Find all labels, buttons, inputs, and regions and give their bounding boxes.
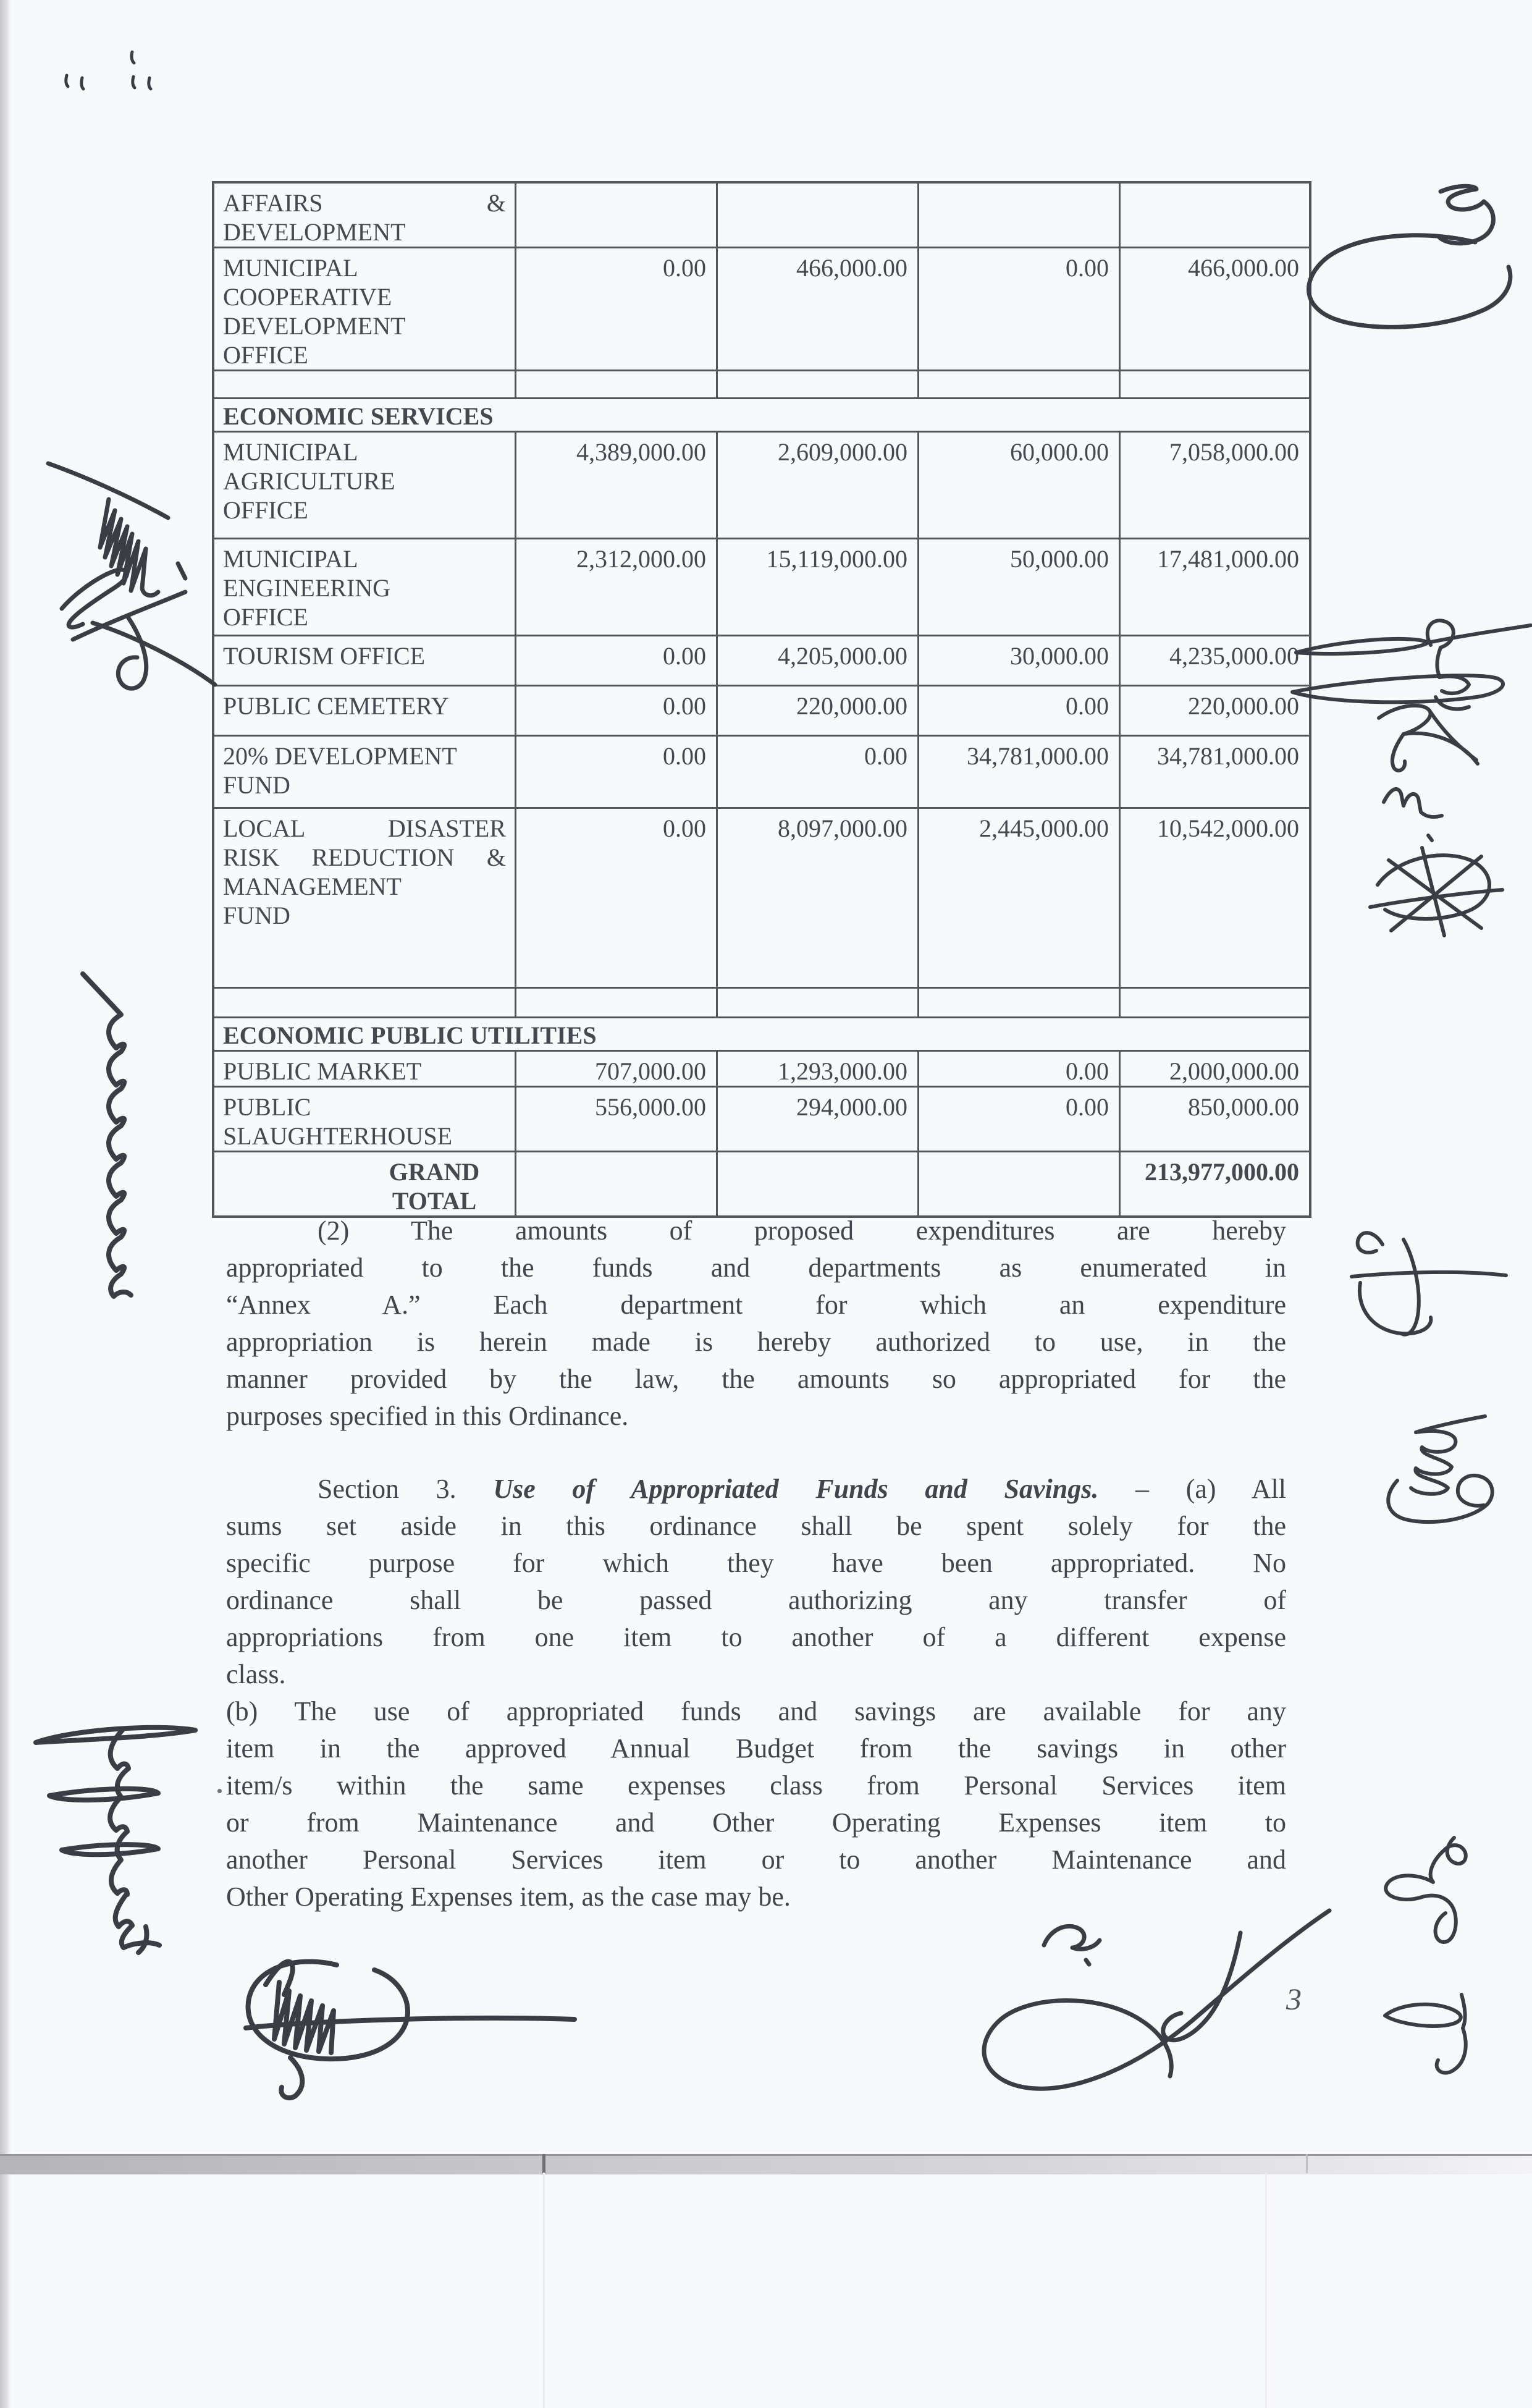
row-label-line: 20% DEVELOPMENT <box>223 742 457 770</box>
amount-cell: 1,293,000.00 <box>716 1052 917 1086</box>
row-label-line: MUNICIPAL <box>223 254 358 282</box>
paragraph-2-line: (2) The amounts of proposed expenditures are hereby <box>318 1215 1286 1246</box>
section-3-line: specific purpose for which they have been appropriated. No <box>226 1548 1286 1578</box>
table-row <box>214 685 1309 735</box>
amount-cell: 0.00 <box>917 1052 1119 1086</box>
row-label-line: MANAGEMENT <box>223 872 402 900</box>
section-3-line: class. <box>226 1659 286 1689</box>
amount-cell: 213,977,000.00 <box>1119 1152 1309 1215</box>
section-3-title: Use of Appropriated Funds and Savings. <box>493 1474 1099 1504</box>
row-label-cell <box>214 539 515 635</box>
scan-artifact-tick <box>542 2154 545 2173</box>
annotation-lines-icon <box>1292 620 1531 709</box>
amount-cell: 707,000.00 <box>515 1052 716 1086</box>
table-row <box>214 635 1309 685</box>
ordinance-body-text <box>226 1212 1286 1916</box>
row-label-cell <box>214 636 515 685</box>
amount-cell: 466,000.00 <box>1119 248 1309 370</box>
amount-cell: 0.00 <box>515 737 716 807</box>
amount-cell <box>1119 184 1309 247</box>
row-label-line: FUND <box>223 771 290 799</box>
amount-cell <box>515 1152 716 1215</box>
amount-cell: 466,000.00 <box>716 248 917 370</box>
scan-artifact-band <box>0 2154 1532 2174</box>
row-label-line: AGRICULTURE <box>223 467 395 495</box>
amount-cell <box>1119 989 1309 1016</box>
row-label-cell <box>214 686 515 735</box>
amount-cell: 15,119,000.00 <box>716 539 917 635</box>
amount-cell: 4,205,000.00 <box>716 636 917 685</box>
amount-cell: 30,000.00 <box>917 636 1119 685</box>
table-row <box>214 370 1309 397</box>
row-label-cell <box>214 1088 515 1151</box>
amount-cell: 850,000.00 <box>1119 1088 1309 1151</box>
table-row <box>214 987 1309 1016</box>
scan-artifact-tick <box>1306 2154 1308 2173</box>
section-3-line: sums set aside in this ordinance shall be spent solely for the <box>226 1511 1286 1541</box>
row-label-cell <box>214 737 515 807</box>
amount-cell: 0.00 <box>515 809 716 987</box>
row-label-line <box>223 376 506 382</box>
paragraph-b-line: Other Operating Expenses item, as the case may be. <box>226 1882 791 1912</box>
row-label-line: AFFAIRS & <box>223 189 506 217</box>
amount-cell <box>917 371 1119 397</box>
section-header-cell: ECONOMIC PUBLIC UTILITIES <box>223 1021 597 1049</box>
amount-cell: 4,389,000.00 <box>515 433 716 538</box>
paragraph-2-line: appropriated to the funds and departments as enumerated in <box>226 1253 1286 1283</box>
table-row <box>214 1151 1309 1215</box>
row-label-line: GRAND TOTAL <box>389 1158 480 1215</box>
row-label-line: OFFICE <box>223 496 308 524</box>
amount-cell: 7,058,000.00 <box>1119 433 1309 538</box>
row-label-cell <box>214 1152 515 1215</box>
row-label-cell <box>214 809 515 987</box>
amount-cell <box>917 184 1119 247</box>
amount-cell <box>515 371 716 397</box>
paragraph-gap <box>226 1435 1286 1471</box>
paragraph-2-line: manner provided by the law, the amounts so appropriated for the <box>226 1364 1286 1394</box>
amount-cell <box>917 1152 1119 1215</box>
amount-cell <box>515 184 716 247</box>
right-margin-signature-icon <box>1385 1838 1466 2073</box>
row-label-line: DEVELOPMENT <box>223 312 406 340</box>
amount-cell: 34,781,000.00 <box>917 737 1119 807</box>
row-label-cell <box>214 248 515 370</box>
row-label-line: FUND <box>223 902 290 929</box>
paragraph-b-line: (b) The use of appropriated funds and savings are available for any <box>226 1696 1286 1726</box>
row-label-line: PUBLIC MARKET <box>223 1057 422 1085</box>
amount-cell: 0.00 <box>917 686 1119 735</box>
amount-cell: 2,609,000.00 <box>716 433 917 538</box>
amount-cell: 2,445,000.00 <box>917 809 1119 987</box>
right-margin-signature-icon <box>1308 186 1510 327</box>
section-3-line: ordinance shall be passed authorizing any transfer of <box>226 1585 1286 1615</box>
row-label-cell <box>214 184 515 247</box>
stray-ink-dot <box>217 1789 222 1793</box>
paragraph-b-line: item in the approved Annual Budget from the savings in other <box>226 1733 1286 1764</box>
row-label-line: MUNICIPAL <box>223 545 358 573</box>
table-row <box>214 1050 1309 1086</box>
amount-cell: 8,097,000.00 <box>716 809 917 987</box>
amount-cell: 220,000.00 <box>1119 686 1309 735</box>
budget-table <box>212 181 1311 1218</box>
amount-cell <box>716 371 917 397</box>
amount-cell: 0.00 <box>515 248 716 370</box>
row-label-cell <box>214 371 515 397</box>
amount-cell: 556,000.00 <box>515 1088 716 1151</box>
page-number: 3 <box>1286 1982 1302 2016</box>
amount-cell: 17,481,000.00 <box>1119 539 1309 635</box>
table-row <box>214 538 1309 635</box>
table-row <box>214 1086 1309 1151</box>
paragraph-b-line: another Personal Services item or to another Maintenance and <box>226 1844 1286 1875</box>
left-margin-wavy-signature-icon <box>83 974 131 1296</box>
row-label-line: LOCAL DISASTER <box>223 814 506 842</box>
section-3-heading-line <box>226 1471 1286 1508</box>
row-label-line: PUBLIC CEMETERY <box>223 692 449 720</box>
amount-cell: 0.00 <box>716 737 917 807</box>
row-label-line: RISK REDUCTION & <box>223 843 506 871</box>
scan-speck-marks <box>66 52 151 89</box>
section-3-label: Section 3. <box>318 1474 457 1504</box>
row-label-line: PUBLIC <box>223 1093 311 1121</box>
row-label-line: COOPERATIVE <box>223 283 392 311</box>
amount-cell <box>1119 371 1309 397</box>
amount-cell: 50,000.00 <box>917 539 1119 635</box>
paragraph-2-line: purposes specified in this Ordinance. <box>226 1401 629 1431</box>
amount-cell: 60,000.00 <box>917 433 1119 538</box>
amount-cell: 2,312,000.00 <box>515 539 716 635</box>
paragraph-2-line: appropriation is herein made is hereby authorized to use, in the <box>226 1327 1286 1357</box>
left-margin-signature-icon <box>62 564 215 688</box>
right-margin-signature-icon <box>1352 1233 1506 1335</box>
row-label-line <box>223 994 506 1000</box>
amount-cell <box>716 1152 917 1215</box>
amount-cell: 294,000.00 <box>716 1088 917 1151</box>
row-label-line: DEVELOPMENT <box>223 218 406 246</box>
scan-fold-line <box>543 2173 545 2408</box>
row-label-cell <box>214 433 515 538</box>
table-row <box>214 1016 1309 1050</box>
table-row <box>214 397 1309 431</box>
amount-cell: 0.00 <box>917 1088 1119 1151</box>
amount-cell <box>716 989 917 1016</box>
amount-cell: 2,000,000.00 <box>1119 1052 1309 1086</box>
table-row <box>214 807 1309 987</box>
section-3-lead-in: – (a) All <box>1135 1474 1287 1504</box>
row-label-line: TOURISM OFFICE <box>223 642 426 670</box>
table-row <box>214 247 1309 370</box>
table-row <box>214 735 1309 807</box>
row-label-line: ENGINEERING <box>223 574 391 602</box>
row-label-cell <box>214 989 515 1016</box>
row-label-cell <box>214 1052 515 1086</box>
row-label-line: OFFICE <box>223 341 308 369</box>
row-label-line: OFFICE <box>223 603 308 631</box>
amount-cell: 0.00 <box>515 636 716 685</box>
bottom-right-signature-icon <box>984 1911 1329 2089</box>
bottom-left-signature-icon <box>246 1962 574 2098</box>
left-margin-signature-icon <box>36 1728 195 1953</box>
paragraph-2-line: “Annex A.” Each department for which an expenditure <box>226 1290 1286 1320</box>
amount-cell: 220,000.00 <box>716 686 917 735</box>
amount-cell: 4,235,000.00 <box>1119 636 1309 685</box>
section-3-line: appropriations from one item to another of a different expense <box>226 1622 1286 1652</box>
paragraph-b-line: or from Maintenance and Other Operating Expenses item to <box>226 1807 1286 1838</box>
table-row <box>214 431 1309 538</box>
amount-cell: 10,542,000.00 <box>1119 809 1309 987</box>
paragraph-b-line: item/s within the same expenses class from Personal Services item <box>226 1770 1286 1801</box>
amount-cell: 0.00 <box>917 248 1119 370</box>
row-label-line: MUNICIPAL <box>223 438 358 466</box>
row-label-line: SLAUGHTERHOUSE <box>223 1122 453 1150</box>
scan-edge-strip <box>0 0 11 2408</box>
amount-cell <box>917 989 1119 1016</box>
right-margin-signature-icon <box>1388 1416 1492 1522</box>
scan-fold-line <box>1265 2173 1267 2408</box>
amount-cell: 34,781,000.00 <box>1119 737 1309 807</box>
right-margin-signature-icon <box>1370 706 1502 936</box>
section-header-cell: ECONOMIC SERVICES <box>223 402 494 430</box>
amount-cell <box>716 184 917 247</box>
amount-cell <box>515 989 716 1016</box>
table-row <box>214 184 1309 247</box>
left-margin-signature-icon <box>48 463 168 596</box>
amount-cell: 0.00 <box>515 686 716 735</box>
